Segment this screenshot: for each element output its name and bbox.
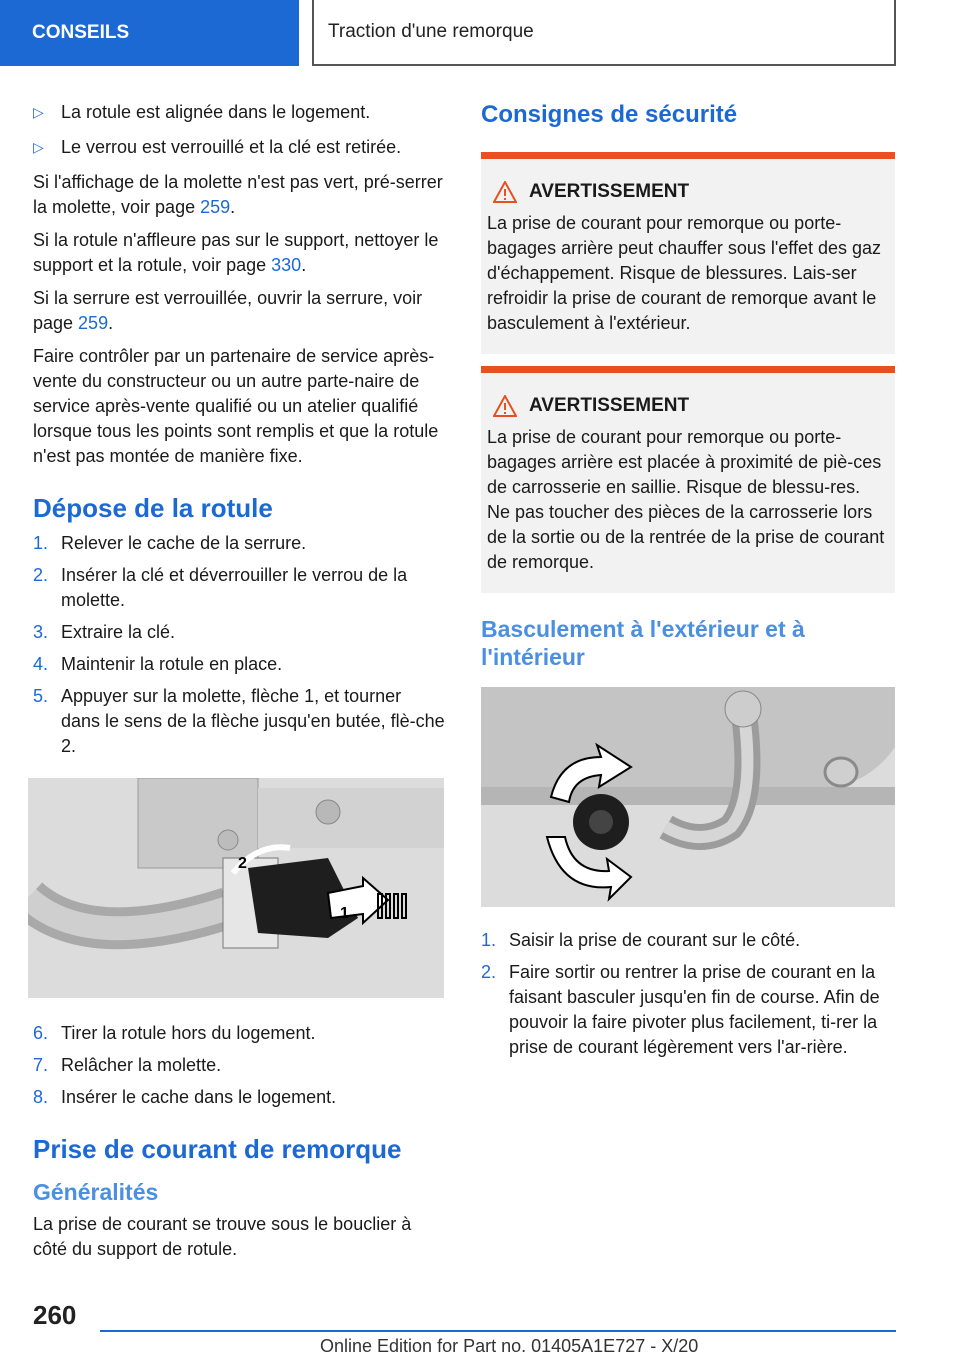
right-column <box>481 100 895 1067</box>
step-item: 7. Relâcher la molette. <box>33 1055 222 1075</box>
figure-label-2: 2 <box>238 855 247 872</box>
page-link[interactable]: 330 <box>271 255 302 275</box>
header-chapter-title: Traction d'une remorque <box>312 0 896 66</box>
bullet-text: Le verrou est verrouillé et la clé est retirée. <box>61 137 402 157</box>
page-link[interactable]: 259 <box>78 313 109 333</box>
page-number: 260 <box>33 1300 77 1330</box>
step-item: 4. Maintenir la rotule en place. <box>33 654 283 674</box>
paragraph: La prise de courant se trouve sous le bouclier à côté du support de rotule. <box>33 1214 412 1259</box>
list-item <box>33 135 445 160</box>
warning-text: La prise de courant pour remorque ou porte-bagages arrière est placée à proximité de piè-ces de carrosserie en saillie. Risque de blessu-res. Ne pas toucher des pièces de la carrosserie lors de la sortie ou de la rentrée de la prise de courant de remorque. <box>487 427 885 572</box>
section-heading: Consignes de sécurité <box>481 101 738 128</box>
tow-ball-illustration <box>28 778 444 998</box>
section-heading: Prise de courant de remorque <box>33 1134 402 1164</box>
step-item: 2. Faire sortir ou rentrer la prise de courant en la faisant basculer jusqu'en fin de course. Afin de pouvoir la faire pivoter plus facilement, ti-rer la prise de courant légèrement vers l'ar-rière. <box>481 962 880 1057</box>
paragraph: Si la serrure est verrouillée, ouvrir la serrure, voir page 259. <box>33 288 423 333</box>
paragraph: Si l'affichage de la molette n'est pas vert, pré-serrer la molette, voir page 259. <box>33 172 443 217</box>
warning-triangle-icon <box>493 181 517 203</box>
warning-label: AVERTISSEMENT <box>529 181 690 202</box>
page-link[interactable]: 259 <box>200 197 231 217</box>
figure-label-1: 1 <box>340 905 349 922</box>
subsection-heading: Basculement à l'extérieur et à l'intérieur <box>481 616 805 670</box>
triangle-bullet-icon: ▷ <box>33 104 44 120</box>
footer-edition: Online Edition for Part no. 01405A1E727 - X/20 <box>320 1336 699 1356</box>
warning-triangle-icon <box>493 395 517 417</box>
triangle-bullet-icon: ▷ <box>33 139 44 155</box>
step-item: 1. Relever le cache de la serrure. <box>33 533 307 553</box>
footer-divider <box>100 1330 896 1332</box>
warning-box <box>481 152 895 354</box>
step-item: 3. Extraire la clé. <box>33 622 176 642</box>
paragraph: Faire contrôler par un partenaire de service après-vente du constructeur ou un autre parte-naire de service après-vente qualifié ou un atelier qualifié lorsque tous les points sont remplis et que la rotule n'est pas montée de manière fixe. <box>33 346 439 466</box>
step-item: 2. Insérer la clé et déverrouiller le verrou de la molette. <box>33 565 408 610</box>
header-section-tab: CONSEILS <box>0 0 299 66</box>
trailer-socket-illustration <box>481 687 895 907</box>
step-item: 1. Saisir la prise de courant sur le côté. <box>481 930 801 950</box>
subsection-heading: Généralités <box>33 1179 159 1205</box>
warning-box <box>481 366 895 593</box>
section-heading: Dépose de la rotule <box>33 493 273 523</box>
step-item: 6. Tirer la rotule hors du logement. <box>33 1023 316 1043</box>
warning-label: AVERTISSEMENT <box>529 395 690 416</box>
left-column <box>33 100 445 1270</box>
list-item <box>33 100 445 125</box>
step-item: 8. Insérer le cache dans le logement. <box>33 1087 337 1107</box>
paragraph: Si la rotule n'affleure pas sur le support, nettoyer le support et la rotule, voir page 330. <box>33 230 439 275</box>
step-item: 5. Appuyer sur la molette, flèche 1, et tourner dans le sens de la flèche jusqu'en butée, flè-che 2. <box>33 686 445 756</box>
bullet-text: La rotule est alignée dans le logement. <box>61 102 371 122</box>
warning-text: La prise de courant pour remorque ou porte-bagages arrière peut chauffer sous l'effet des gaz d'échappement. Risque de blessures. Lais-ser refroidir la prise de courant de remorque avant le basculement à l'extérieur. <box>487 213 882 333</box>
